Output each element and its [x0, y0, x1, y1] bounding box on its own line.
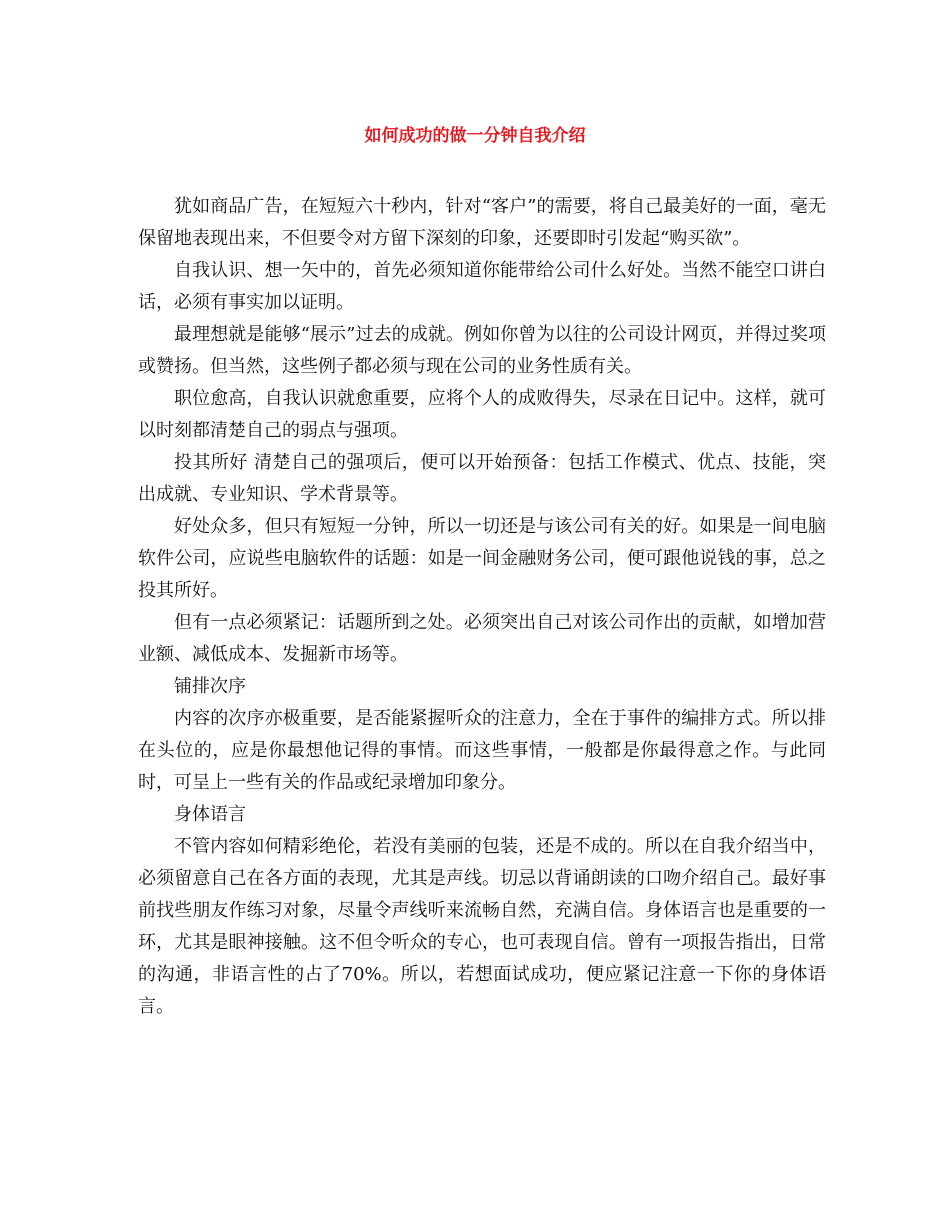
- document-body: [138, 191, 826, 1023]
- section-heading-order: 铺排次序: [174, 676, 246, 697]
- paragraph-contribution: 但有一点必须紧记：话题所到之处。必须突出自己对该公司作出的贡献，如增加营业额、减低成本、发掘新市场等。: [138, 612, 826, 665]
- paragraph-body-language: 不管内容如何精彩绝伦，若没有美丽的包装，还是不成的。所以在自我介绍当中，必须留意自己在各方面的表现，尤其是声线。切忌以背诵朗读的口吻介绍自己。最好事前找些朋友作练习对象，尽量令声线听来流畅自然，充满自信。身体语言也是重要的一环，尤其是眼神接触。这不但令听众的专心，也可表现自信。曾有一项报告指出，日常的沟通，非语言性的占了70%。所以，若想面试成功，便应紧记注意一下你的身体语言。: [138, 836, 826, 1017]
- paragraph-benefits: 好处众多，但只有短短一分钟，所以一切还是与该公司有关的好。如果是一间电脑软件公司，应说些电脑软件的话题：如是一间金融财务公司，便可跟他说钱的事，总之投其所好。: [138, 516, 826, 601]
- paragraph-intro: 犹如商品广告，在短短六十秒内，针对“客户”的需要，将自己最美好的一面，毫无保留地表现出来，不但要令对方留下深刻的印象，还要即时引发起“购买欲”。: [138, 196, 826, 249]
- paragraph-self-awareness: 自我认识、想一矢中的，首先必须知道你能带给公司什么好处。当然不能空口讲白话，必须有事实加以证明。: [138, 260, 826, 313]
- paragraph-order: 内容的次序亦极重要，是否能紧握听众的注意力，全在于事件的编排方式。所以排在头位的，应是你最想他记得的事情。而这些事情，一般都是你最得意之作。与此同时，可呈上一些有关的作品或纪录增加印象分。: [138, 708, 826, 793]
- document-title: 如何成功的做一分钟自我介绍: [364, 126, 586, 146]
- section-heading-body-language: 身体语言: [174, 804, 246, 825]
- paragraph-tailor: 投其所好 清楚自己的强项后，便可以开始预备：包括工作模式、优点、技能，突出成就、专业知识、学术背景等。: [138, 452, 826, 505]
- paragraph-show-achievements: 最理想就是能够“展示”过去的成就。例如你曾为以往的公司设计网页，并得过奖项或赞扬。但当然，这些例子都必须与现在公司的业务性质有关。: [138, 324, 826, 377]
- paragraph-position: 职位愈高，自我认识就愈重要，应将个人的成败得失，尽录在日记中。这样，就可以时刻都清楚自己的弱点与强项。: [138, 388, 826, 441]
